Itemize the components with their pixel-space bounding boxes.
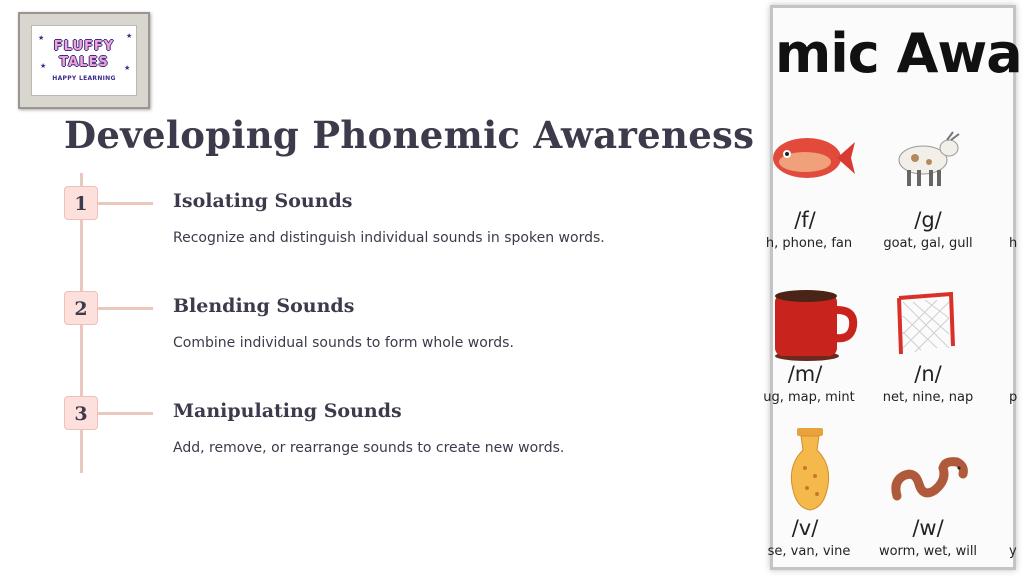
- step-number-badge: 2: [64, 291, 98, 325]
- phonemic-awareness-poster: [763, 5, 1022, 570]
- phoneme-label: /n/: [914, 362, 942, 386]
- step-connector: [98, 307, 153, 310]
- poster-title: mic Awa: [775, 22, 1022, 85]
- step-description: Add, remove, or rearrange sounds to create new words.: [173, 440, 565, 456]
- cropped-letter: y: [1009, 544, 1017, 559]
- logo-tagline: HAPPY LEARNING: [52, 75, 116, 82]
- cropped-letter: p: [1009, 390, 1018, 405]
- cropped-letter: h: [1009, 236, 1018, 251]
- star-icon: ★: [126, 32, 133, 40]
- logo-text-fluffy: FLUFFY: [53, 39, 115, 54]
- step-description: Combine individual sounds to form whole words.: [173, 335, 514, 351]
- page-title: Developing Phonemic Awareness: [64, 113, 755, 157]
- example-words: net, nine, nap: [882, 390, 974, 405]
- fish-icon: [773, 128, 855, 188]
- mug-icon: [773, 288, 857, 362]
- step-description: Recognize and distinguish individual sounds in spoken words.: [173, 230, 605, 246]
- step-title: Manipulating Sounds: [173, 400, 402, 422]
- star-icon: ★: [40, 62, 47, 70]
- star-icon: ★: [124, 64, 131, 72]
- example-words: se, van, vine: [767, 544, 851, 559]
- net-icon: [893, 288, 959, 362]
- logo: [18, 12, 150, 109]
- example-words: ug, map, mint: [763, 390, 855, 405]
- example-words: worm, wet, will: [878, 544, 978, 559]
- phoneme-label: /v/: [791, 516, 819, 540]
- step-number-badge: 1: [64, 186, 98, 220]
- example-words: goat, gal, gull: [883, 236, 973, 251]
- step-number-badge: 3: [64, 396, 98, 430]
- step-title: Blending Sounds: [173, 295, 355, 317]
- phoneme-label: /m/: [787, 362, 823, 386]
- step-manipulating-sounds: [0, 396, 740, 476]
- step-connector: [98, 202, 153, 205]
- worm-icon: [889, 456, 969, 504]
- step-isolating-sounds: [0, 186, 740, 266]
- goat-icon: [893, 130, 965, 190]
- step-title: Isolating Sounds: [173, 190, 353, 212]
- star-icon: ★: [38, 34, 45, 42]
- logo-text-tales: TALES: [59, 55, 109, 70]
- phoneme-label: /g/: [914, 208, 942, 232]
- step-blending-sounds: [0, 291, 740, 371]
- phoneme-label: /w/: [912, 516, 944, 540]
- example-words: h, phone, fan: [765, 236, 853, 251]
- phoneme-label: /f/: [794, 208, 816, 232]
- logo-badge: [31, 25, 137, 96]
- step-connector: [98, 412, 153, 415]
- vase-icon: [785, 428, 835, 512]
